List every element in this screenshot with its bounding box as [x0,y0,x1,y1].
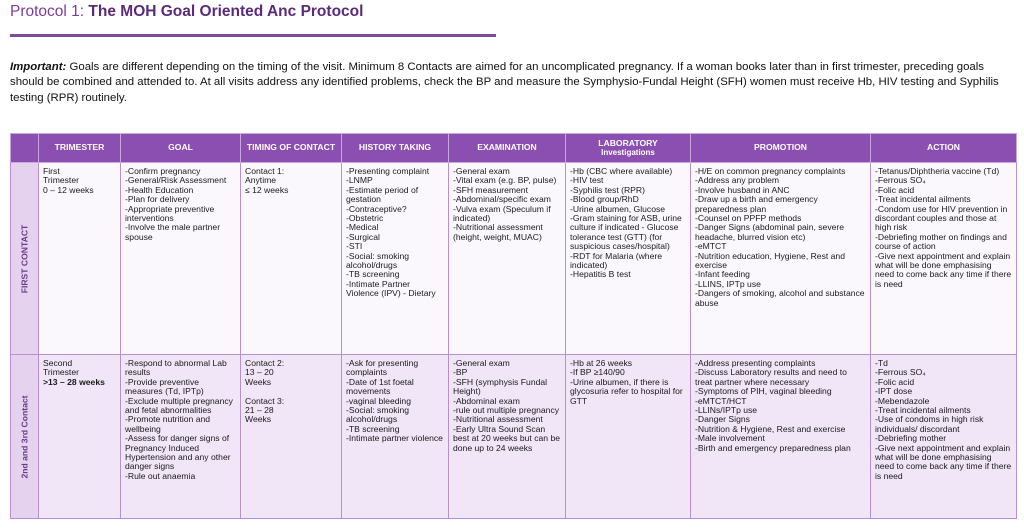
examination-cell [449,163,566,355]
table-row [11,355,1017,519]
history-cell [342,355,449,519]
list-item: -Ferrous SO₄ [875,367,926,378]
list-item: -If BP ≥140/90 [570,367,625,378]
list-item: 21 – 28 [245,405,274,416]
list-item: -STI [346,241,363,252]
list-item: Contact 1: [245,166,285,176]
action-cell [871,355,1017,519]
list-item: -Condom use for HIV prevention in discordant couples and those at high risk [875,203,1008,233]
list-item: -Infant feeding [695,269,750,280]
list-item: Anytime [245,175,277,186]
list-item: -Treat incidental ailments [875,405,971,416]
list-item: -vaginal bleeding [346,395,411,406]
list-item: -Contraceptive? [346,203,407,214]
header-side [11,134,39,163]
list-item: -Health Education [125,184,194,195]
important-note [10,60,1020,106]
list-item: -Nutrition education, Hygiene, Rest and exercise [695,250,845,271]
list-item: -Provide preventive measures (Td, IPTp) [125,376,204,397]
list-item: -Presenting complaint [346,166,430,176]
list-item: -LLINS, IPTp use [695,278,761,289]
list-item: -Debriefing mother on findings and course of action [875,231,1007,252]
list-item: -Estimate period of gestation [346,184,419,205]
timing-cell [241,163,342,355]
list-item: -Give next appointment and explain what will be done emphasising need to come back any time if there is need [875,442,1012,481]
list-item: -Assess for danger signs of Pregnancy Induced Hypertension and any other danger signs [125,433,231,472]
list-item: -BP [453,367,468,378]
list-item: -H/E on common pregnancy complaints [695,166,846,176]
list-item: -RDT for Malaria (where indicated) [570,250,663,271]
list-item: -Intimate Partner Violence (IPV) - Dietary [346,278,436,299]
list-item: -Address any problem [695,175,780,186]
history-cell [342,163,449,355]
list-item: -General exam [453,358,510,368]
list-item: -Ferrous SO₄ [875,175,926,186]
row-label-cell [11,355,39,519]
list-item: -Early Ultra Sound Scan best at 20 weeks but can be done up to 24 weeks [453,423,561,453]
list-item: -Confirm pregnancy [125,166,201,176]
list-item: Contact 2: [245,358,285,368]
trimester-line: Trimester [43,367,79,378]
list-item: -Hepatitis B test [570,269,631,280]
list-item: Contact 3: [245,395,285,406]
list-item: -Respond to abnormal Lab results [125,358,227,378]
list-item: -TB screening [346,269,400,280]
protocol-label: Protocol 1: [10,3,85,20]
list-item: -Debriefing mother [875,433,947,444]
list-item: -Appropriate preventive interventions [125,203,215,224]
list-item: -Plan for delivery [125,194,190,205]
row-label: 2nd and 3rd Contact [18,394,29,479]
list-item: -Social: smoking alcohol/drugs [346,405,410,425]
list-item: -SFH measurement [453,184,528,195]
list-item: -Surgical [346,231,380,242]
list-item: -Abdominal exam [453,395,520,406]
list-item: -Social: smoking alcohol/drugs [346,250,410,271]
list-item: -SFH (symphysis Fundal Height) [453,376,548,397]
list-item: -Nutritional assessment [453,414,543,425]
row-label: FIRST CONTACT [18,224,29,293]
header-laboratory-title: LABORATORY [598,137,658,148]
list-item: -eMTCT/HCT [695,395,747,406]
list-item: -Give next appointment and explain what will be done emphasising need to come back any time if there is need [875,250,1012,289]
header-goal: GOAL [121,134,241,163]
list-item: Weeks [245,414,272,425]
list-item: -Gram staining for ASB, urine culture if indicated - Glucose tolerance test (GTT) (for suspicious cases/hospital) [570,213,682,252]
trimester-line: 0 – 12 weeks [43,184,94,195]
list-item: -Mebendazole [875,395,930,406]
list-item: -General exam [453,166,510,176]
list-item: -Rule out anaemia [125,470,196,481]
list-item: 13 – 20 [245,367,274,378]
page-title [10,3,363,21]
examination-cell [449,355,566,519]
anc-protocol-table [10,133,1017,519]
list-item: -LNMP [346,175,373,186]
list-item: ≤ 12 weeks [245,184,289,195]
list-item: -rule out multiple pregnancy [453,405,560,416]
goal-cell [121,163,241,355]
promotion-cell [691,355,871,519]
row-label-cell [11,163,39,355]
list-item: -Hb at 26 weeks [570,358,633,368]
timing-cell [241,355,342,519]
header-action: ACTION [871,134,1017,163]
list-item: -Birth and emergency preparedness plan [695,442,851,453]
action-cell [871,163,1017,355]
table-row [11,163,1017,355]
list-item: -Promote nutrition and wellbeing [125,414,211,434]
protocol-title: The MOH Goal Oriented Anc Protocol [88,3,364,20]
important-text: Goals are different depending on the timing of the visit. Minimum 8 Contacts are aimed for an uncomplicated pregnancy. If a woman books later than in first trimester, preceding goals should be combined and attended to. At all visits address any identified problems, check the BP and measure the Symphysio-Fundal Height (SFH) women must receive Hb, HIV testing and Syphilis testing (RPR) routinely. [10,61,999,104]
list-item: -Involve husband in ANC [695,184,790,195]
list-item: -Vital exam (e.g. BP, pulse) [453,175,557,186]
trimester-line: Trimester [43,175,79,186]
important-label: Important: [10,61,67,73]
list-item: -Involve the male partner spouse [125,222,221,242]
list-item: -Abdominal/specific exam [453,194,551,205]
header-trimester: TRIMESTER [39,134,121,163]
list-item: -IPT dose [875,386,913,397]
header-promotion: PROMOTION [691,134,871,163]
list-item: -General/Risk Assessment [125,175,227,186]
title-underline [10,34,496,37]
list-item: -Obstetric [346,213,384,224]
header-timing: TIMING OF CONTACT [241,134,342,163]
list-item: -Medical [346,222,379,233]
trimester-line: Second [43,358,73,368]
list-item: -Symptoms of PIH, vaginal bleeding [695,386,832,397]
list-item: -Folic acid [875,184,915,195]
trimester-line: First [43,166,60,176]
list-item: -Ask for presenting complaints [346,358,419,378]
list-item: -Blood group/RhD [570,194,639,205]
list-item: -Urine albumen, Glucose [570,203,666,214]
list-item: -Counsel on PPFP methods [695,213,802,224]
list-item: -eMTCT [695,241,727,252]
list-item: -Folic acid [875,376,915,387]
list-item: -Syphilis test (RPR) [570,184,645,195]
list-item: -Draw up a birth and emergency preparedness plan [695,194,818,214]
list-item: -Dangers of smoking, alcohol and substance abuse [695,288,865,308]
list-item: -HIV test [570,175,604,186]
header-laboratory-sub: Investigations [601,148,655,157]
trimester-cell [39,163,121,355]
list-item: -Discuss Laboratory results and need to treat partner where necessary [695,367,847,387]
laboratory-cell [566,163,691,355]
header-examination: EXAMINATION [449,134,566,163]
list-item: -Male involvement [695,433,765,444]
list-item: -LLINs/IPTp use [695,405,758,416]
list-item: -Address presenting complaints [695,358,816,368]
list-item: -Td [875,358,888,368]
list-item: -Urine albumen, if there is glycosuria refer to hospital for GTT [570,376,683,406]
list-item: -Nutrition & Hygiene, Rest and exercise [695,423,846,434]
list-item: -Date of 1st foetal movements [346,376,414,397]
list-item: -Danger Signs [695,414,750,425]
list-item: -Tetanus/Diphtheria vaccine (Td) [875,166,1000,176]
list-item: -Hb (CBC where available) [570,166,673,176]
list-item: Weeks [245,376,272,387]
table-header-row [11,134,1017,163]
list-item: -Treat incidental ailments [875,194,971,205]
header-history: HISTORY TAKING [342,134,449,163]
list-item: -Exclude multiple pregnancy and fetal abnormalities [125,395,233,416]
promotion-cell [691,163,871,355]
header-laboratory [566,134,691,163]
trimester-cell [39,355,121,519]
list-item: -TB screening [346,423,400,434]
list-item: -Intimate partner violence [346,433,443,444]
list-item: -Danger Signs (abdominal pain, severe headache, blurred vision etc) [695,222,845,242]
list-item: -Nutritional assessment (height, weight, MUAC) [453,222,543,242]
laboratory-cell [566,355,691,519]
list-item: -Vulva exam (Speculum if indicated) [453,203,551,224]
list-item: -Use of condoms in high risk individuals/ discordant [875,414,984,434]
goal-cell [121,355,241,519]
trimester-line: >13 – 28 weeks [43,376,105,387]
